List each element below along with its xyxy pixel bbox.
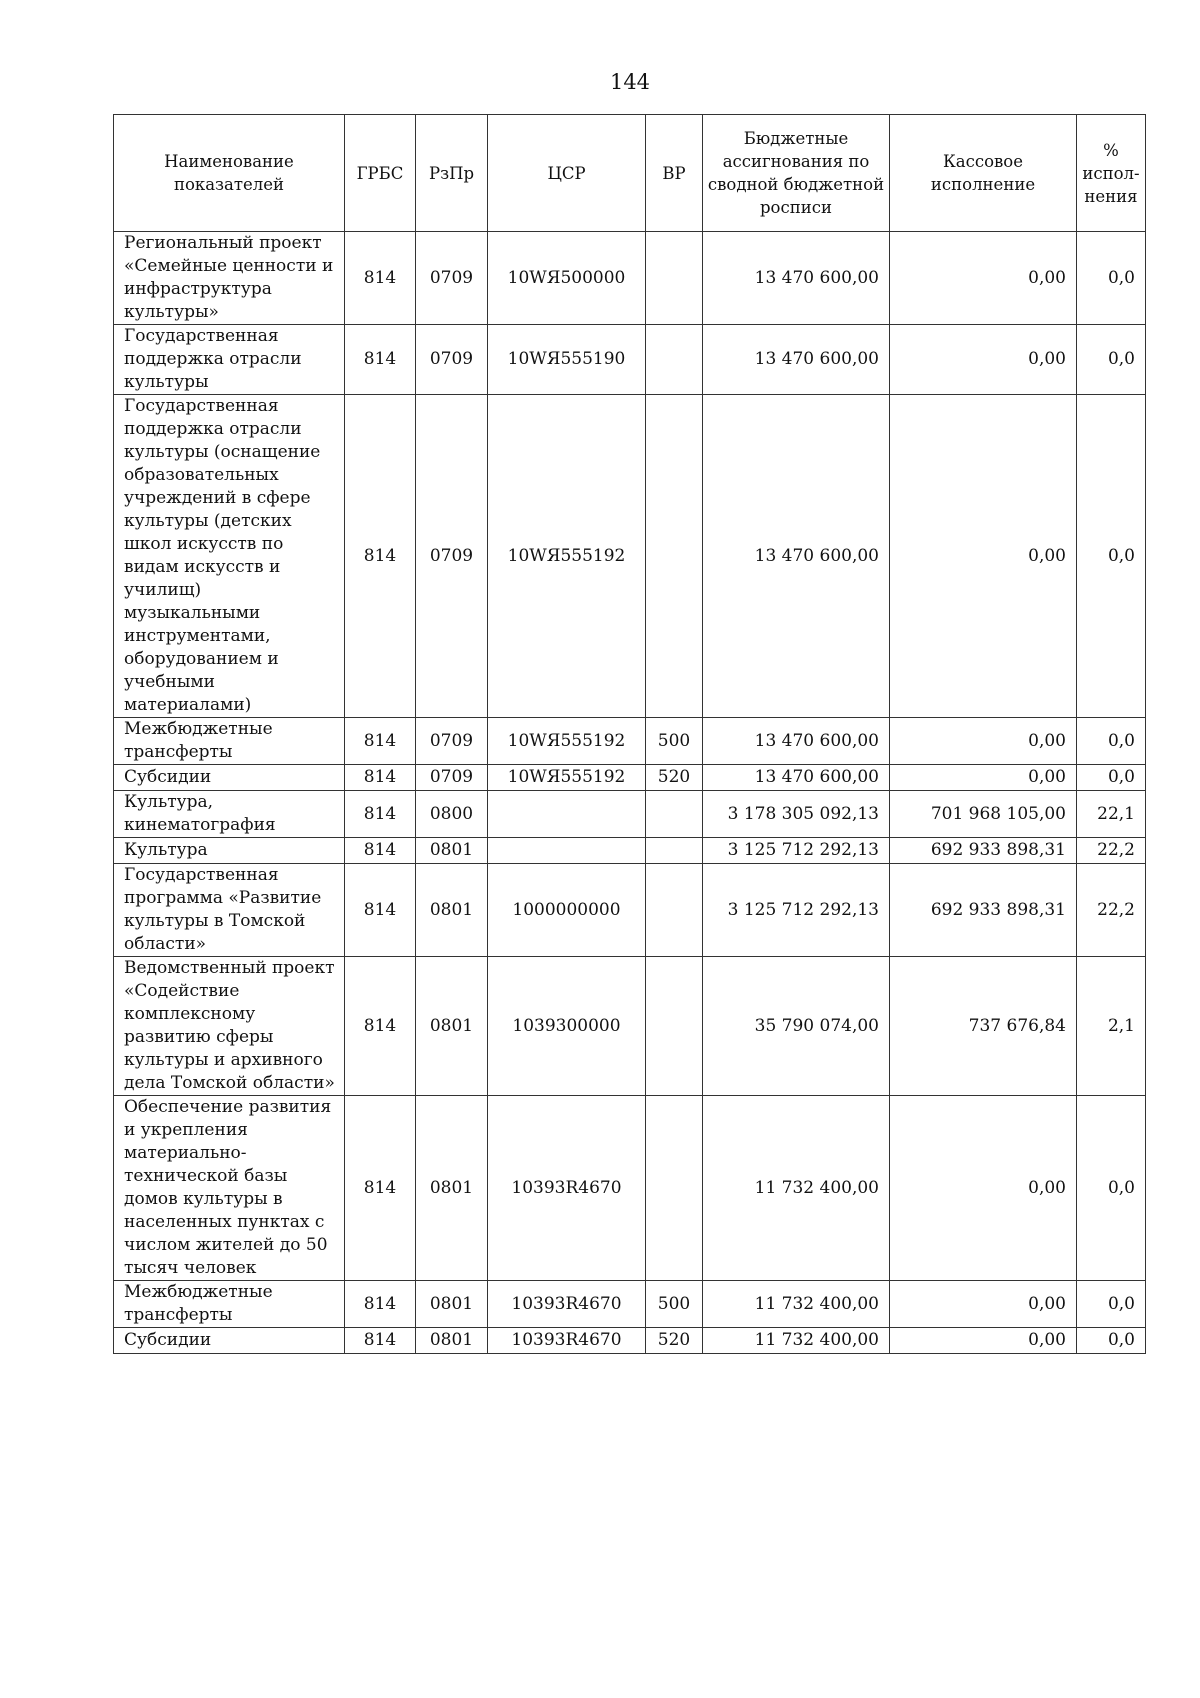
cell-name: Ведомственный проект «Содействие комплексному развитию сферы культуры и архивного дела Томской области» bbox=[114, 957, 345, 1096]
cell-percent: 2,1 bbox=[1077, 957, 1146, 1096]
cell-name: Региональный проект «Семейные ценности и инфраструктура культуры» bbox=[114, 232, 345, 325]
table-header-row bbox=[114, 115, 1146, 232]
cell-csr: 1000000000 bbox=[488, 864, 646, 957]
cell-rzpr: 0709 bbox=[416, 232, 488, 325]
table-row bbox=[114, 838, 1146, 864]
cell-rzpr: 0709 bbox=[416, 765, 488, 791]
cell-percent: 22,2 bbox=[1077, 838, 1146, 864]
header-budget: Бюджетные ассигнования по сводной бюджетной росписи bbox=[703, 115, 890, 232]
table-row bbox=[114, 232, 1146, 325]
cell-cash: 0,00 bbox=[890, 325, 1077, 395]
table-row bbox=[114, 864, 1146, 957]
cell-budget: 13 470 600,00 bbox=[703, 325, 890, 395]
cell-grbs: 814 bbox=[345, 1328, 416, 1354]
cell-csr: 10WЯ555192 bbox=[488, 395, 646, 718]
cell-rzpr: 0800 bbox=[416, 791, 488, 838]
cell-csr: 1039300000 bbox=[488, 957, 646, 1096]
table-row bbox=[114, 1096, 1146, 1281]
cell-rzpr: 0709 bbox=[416, 395, 488, 718]
cell-cash: 0,00 bbox=[890, 395, 1077, 718]
cell-cash: 692 933 898,31 bbox=[890, 838, 1077, 864]
cell-grbs: 814 bbox=[345, 957, 416, 1096]
cell-csr: 10WЯ500000 bbox=[488, 232, 646, 325]
cell-vr bbox=[646, 395, 703, 718]
cell-vr bbox=[646, 838, 703, 864]
cell-rzpr: 0801 bbox=[416, 864, 488, 957]
cell-budget: 13 470 600,00 bbox=[703, 718, 890, 765]
cell-budget: 11 732 400,00 bbox=[703, 1096, 890, 1281]
cell-csr: 10393R4670 bbox=[488, 1096, 646, 1281]
header-percent: % испол-нения bbox=[1077, 115, 1146, 232]
cell-percent: 22,1 bbox=[1077, 791, 1146, 838]
cell-name: Культура, кинематография bbox=[114, 791, 345, 838]
cell-percent: 0,0 bbox=[1077, 325, 1146, 395]
cell-vr bbox=[646, 791, 703, 838]
cell-grbs: 814 bbox=[345, 864, 416, 957]
cell-budget: 3 125 712 292,13 bbox=[703, 864, 890, 957]
header-cash: Кассовое исполнение bbox=[890, 115, 1077, 232]
cell-percent: 0,0 bbox=[1077, 395, 1146, 718]
table-row bbox=[114, 791, 1146, 838]
cell-grbs: 814 bbox=[345, 838, 416, 864]
cell-csr: 10WЯ555192 bbox=[488, 765, 646, 791]
cell-csr: 10WЯ555190 bbox=[488, 325, 646, 395]
cell-budget: 35 790 074,00 bbox=[703, 957, 890, 1096]
cell-cash: 0,00 bbox=[890, 1096, 1077, 1281]
cell-percent: 0,0 bbox=[1077, 1096, 1146, 1281]
header-name: Наименование показателей bbox=[114, 115, 345, 232]
cell-grbs: 814 bbox=[345, 1281, 416, 1328]
cell-grbs: 814 bbox=[345, 765, 416, 791]
cell-grbs: 814 bbox=[345, 718, 416, 765]
cell-name: Обеспечение развития и укрепления материально-технической базы домов культуры в населенных пунктах с числом жителей до 50 тысяч человек bbox=[114, 1096, 345, 1281]
cell-vr bbox=[646, 232, 703, 325]
cell-vr: 500 bbox=[646, 718, 703, 765]
cell-rzpr: 0801 bbox=[416, 957, 488, 1096]
header-csr: ЦСР bbox=[488, 115, 646, 232]
cell-rzpr: 0801 bbox=[416, 1281, 488, 1328]
cell-budget: 11 732 400,00 bbox=[703, 1328, 890, 1354]
cell-budget: 11 732 400,00 bbox=[703, 1281, 890, 1328]
cell-budget: 13 470 600,00 bbox=[703, 395, 890, 718]
cell-grbs: 814 bbox=[345, 1096, 416, 1281]
cell-cash: 701 968 105,00 bbox=[890, 791, 1077, 838]
cell-csr: 10393R4670 bbox=[488, 1328, 646, 1354]
page-number: 144 bbox=[609, 70, 651, 94]
cell-csr bbox=[488, 838, 646, 864]
cell-vr bbox=[646, 1096, 703, 1281]
cell-percent: 22,2 bbox=[1077, 864, 1146, 957]
cell-name: Субсидии bbox=[114, 1328, 345, 1354]
cell-vr bbox=[646, 325, 703, 395]
cell-cash: 737 676,84 bbox=[890, 957, 1077, 1096]
cell-vr bbox=[646, 957, 703, 1096]
header-vr: ВР bbox=[646, 115, 703, 232]
cell-percent: 0,0 bbox=[1077, 765, 1146, 791]
cell-grbs: 814 bbox=[345, 791, 416, 838]
table-row bbox=[114, 1328, 1146, 1354]
cell-percent: 0,0 bbox=[1077, 718, 1146, 765]
cell-rzpr: 0709 bbox=[416, 718, 488, 765]
cell-csr: 10393R4670 bbox=[488, 1281, 646, 1328]
cell-budget: 13 470 600,00 bbox=[703, 765, 890, 791]
cell-cash: 0,00 bbox=[890, 1281, 1077, 1328]
header-rzpr: РзПр bbox=[416, 115, 488, 232]
table-row bbox=[114, 765, 1146, 791]
cell-cash: 0,00 bbox=[890, 718, 1077, 765]
cell-budget: 3 125 712 292,13 bbox=[703, 838, 890, 864]
cell-name: Межбюджетные трансферты bbox=[114, 1281, 345, 1328]
cell-rzpr: 0801 bbox=[416, 838, 488, 864]
cell-budget: 13 470 600,00 bbox=[703, 232, 890, 325]
cell-grbs: 814 bbox=[345, 325, 416, 395]
cell-percent: 0,0 bbox=[1077, 232, 1146, 325]
cell-cash: 0,00 bbox=[890, 1328, 1077, 1354]
cell-budget: 3 178 305 092,13 bbox=[703, 791, 890, 838]
cell-grbs: 814 bbox=[345, 232, 416, 325]
cell-name: Культура bbox=[114, 838, 345, 864]
cell-cash: 0,00 bbox=[890, 232, 1077, 325]
header-grbs: ГРБС bbox=[345, 115, 416, 232]
cell-csr: 10WЯ555192 bbox=[488, 718, 646, 765]
cell-name: Субсидии bbox=[114, 765, 345, 791]
cell-rzpr: 0709 bbox=[416, 325, 488, 395]
cell-percent: 0,0 bbox=[1077, 1328, 1146, 1354]
cell-rzpr: 0801 bbox=[416, 1328, 488, 1354]
cell-csr bbox=[488, 791, 646, 838]
cell-vr: 500 bbox=[646, 1281, 703, 1328]
cell-name: Государственная поддержка отрасли культуры (оснащение образовательных учреждений в сфере культуры (детских школ искусств по видам искусств и училищ) музыкальными инструментами, оборудованием и учебными материалами) bbox=[114, 395, 345, 718]
cell-vr bbox=[646, 864, 703, 957]
budget-execution-table bbox=[113, 114, 1146, 1354]
cell-name: Государственная поддержка отрасли культуры bbox=[114, 325, 345, 395]
table-row bbox=[114, 1281, 1146, 1328]
cell-name: Государственная программа «Развитие культуры в Томской области» bbox=[114, 864, 345, 957]
cell-name: Межбюджетные трансферты bbox=[114, 718, 345, 765]
table-row bbox=[114, 395, 1146, 718]
cell-grbs: 814 bbox=[345, 395, 416, 718]
table-row bbox=[114, 957, 1146, 1096]
cell-rzpr: 0801 bbox=[416, 1096, 488, 1281]
table-row bbox=[114, 718, 1146, 765]
cell-percent: 0,0 bbox=[1077, 1281, 1146, 1328]
cell-vr: 520 bbox=[646, 765, 703, 791]
cell-cash: 0,00 bbox=[890, 765, 1077, 791]
table-row bbox=[114, 325, 1146, 395]
cell-vr: 520 bbox=[646, 1328, 703, 1354]
cell-cash: 692 933 898,31 bbox=[890, 864, 1077, 957]
